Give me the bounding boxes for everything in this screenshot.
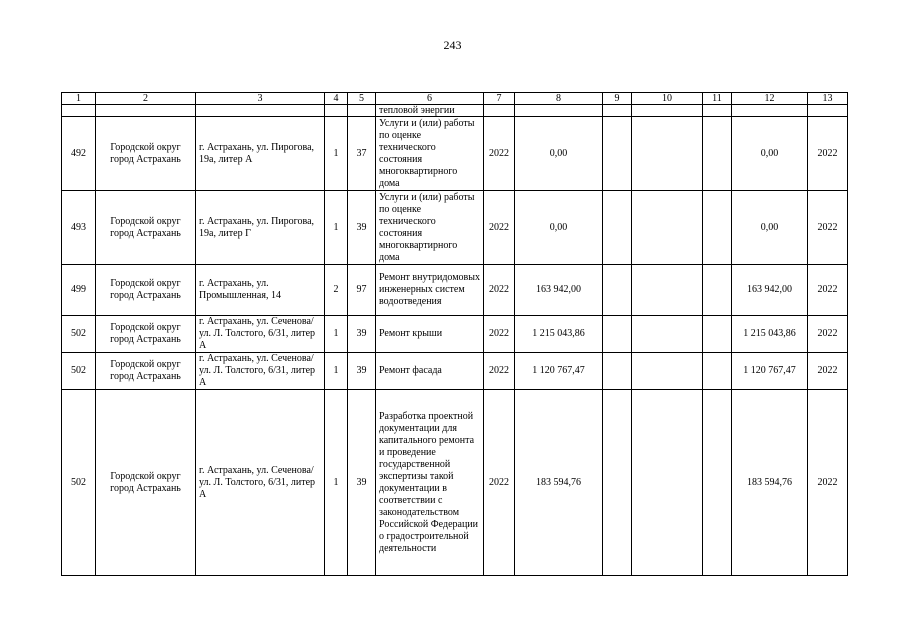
header-cell: 12 [732,93,808,105]
work-type-cell: Ремонт фасада [376,353,484,390]
col10-cell [632,117,703,191]
total-cell: 163 942,00 [732,265,808,316]
col9-cell [603,265,632,316]
table-cell [62,105,96,117]
table-cell [632,105,703,117]
table-row [62,390,848,576]
address-cell: г. Астрахань, ул. Пирогова, 19а, литер А [196,117,325,191]
row-number-cell: 492 [62,117,96,191]
total-cell: 183 594,76 [732,390,808,576]
year-cell: 2022 [484,390,515,576]
col10-cell [632,353,703,390]
continuation-row [62,105,848,117]
col4-cell: 1 [325,117,348,191]
col5-cell: 39 [348,353,376,390]
col11-cell [703,316,732,353]
cost-cell: 183 594,76 [515,390,603,576]
cost-cell: 0,00 [515,191,603,265]
total-cell: 0,00 [732,117,808,191]
table-row [62,353,848,390]
row-number-cell: 499 [62,265,96,316]
table-row [62,316,848,353]
header-cell: 6 [376,93,484,105]
address-cell: г. Астрахань, ул. Сеченова/ ул. Л. Толстого, 6/31, литер А [196,316,325,353]
capital-repair-table [61,92,848,576]
table-cell [603,105,632,117]
cost-cell: 1 215 043,86 [515,316,603,353]
row-number-cell: 502 [62,316,96,353]
table-cell [348,105,376,117]
end-year-cell: 2022 [808,265,848,316]
col10-cell [632,390,703,576]
cost-cell: 0,00 [515,117,603,191]
municipality-cell: Городской округ город Астрахань [96,265,196,316]
work-type-cell: Услуги и (или) работы по оценке технического состояния многоквартирного дома [376,191,484,265]
col4-cell: 1 [325,191,348,265]
col4-cell: 1 [325,353,348,390]
header-cell: 1 [62,93,96,105]
total-cell: 1 215 043,86 [732,316,808,353]
table-cell [515,105,603,117]
col5-cell: 39 [348,191,376,265]
work-type-cell: Ремонт внутридомовых инженерных систем водоотведения [376,265,484,316]
row-number-cell: 502 [62,390,96,576]
municipality-cell: Городской округ город Астрахань [96,117,196,191]
year-cell: 2022 [484,353,515,390]
col10-cell [632,265,703,316]
end-year-cell: 2022 [808,316,848,353]
header-cell: 4 [325,93,348,105]
header-cell: 7 [484,93,515,105]
header-cell: 2 [96,93,196,105]
address-cell: г. Астрахань, ул. Сеченова/ ул. Л. Толстого, 6/31, литер А [196,353,325,390]
table-row [62,265,848,316]
header-cell: 3 [196,93,325,105]
header-cell: 8 [515,93,603,105]
col4-cell: 1 [325,316,348,353]
end-year-cell: 2022 [808,117,848,191]
header-cell: 5 [348,93,376,105]
col9-cell [603,117,632,191]
end-year-cell: 2022 [808,191,848,265]
municipality-cell: Городской округ город Астрахань [96,191,196,265]
address-cell: г. Астрахань, ул. Сеченова/ ул. Л. Толстого, 6/31, литер А [196,390,325,576]
col9-cell [603,316,632,353]
table-cell [96,105,196,117]
col11-cell [703,191,732,265]
municipality-cell: Городской округ город Астрахань [96,316,196,353]
work-type-cell: тепловой энергии [376,105,484,117]
col10-cell [632,316,703,353]
header-cell: 13 [808,93,848,105]
page-number: 243 [443,38,462,52]
address-cell: г. Астрахань, ул. Пирогова, 19а, литер Г [196,191,325,265]
table-row [62,191,848,265]
table-row [62,117,848,191]
municipality-cell: Городской округ город Астрахань [96,390,196,576]
col9-cell [603,353,632,390]
col11-cell [703,353,732,390]
col5-cell: 39 [348,316,376,353]
work-type-cell: Услуги и (или) работы по оценке технического состояния многоквартирного дома [376,117,484,191]
year-cell: 2022 [484,316,515,353]
table-cell [484,105,515,117]
end-year-cell: 2022 [808,390,848,576]
col11-cell [703,390,732,576]
table-cell [808,105,848,117]
col4-cell: 2 [325,265,348,316]
work-type-cell: Разработка проектной документации для капитального ремонта и проведение государственной экспертизы такой документации в соответствии с законодательством Российской Федерации о градостроительной деятельности [376,390,484,576]
end-year-cell: 2022 [808,353,848,390]
header-row [62,93,848,105]
col5-cell: 39 [348,390,376,576]
row-number-cell: 493 [62,191,96,265]
cost-cell: 1 120 767,47 [515,353,603,390]
year-cell: 2022 [484,117,515,191]
col9-cell [603,191,632,265]
col4-cell: 1 [325,390,348,576]
municipality-cell: Городской округ город Астрахань [96,353,196,390]
col5-cell: 37 [348,117,376,191]
year-cell: 2022 [484,265,515,316]
header-cell: 9 [603,93,632,105]
total-cell: 1 120 767,47 [732,353,808,390]
address-cell: г. Астрахань, ул. Промышленная, 14 [196,265,325,316]
table-cell [703,105,732,117]
header-cell: 10 [632,93,703,105]
row-number-cell: 502 [62,353,96,390]
work-type-cell: Ремонт крыши [376,316,484,353]
header-cell: 11 [703,93,732,105]
col11-cell [703,265,732,316]
table-cell [325,105,348,117]
cost-cell: 163 942,00 [515,265,603,316]
table-cell [196,105,325,117]
year-cell: 2022 [484,191,515,265]
col11-cell [703,117,732,191]
col5-cell: 97 [348,265,376,316]
table-cell [732,105,808,117]
col10-cell [632,191,703,265]
col9-cell [603,390,632,576]
total-cell: 0,00 [732,191,808,265]
